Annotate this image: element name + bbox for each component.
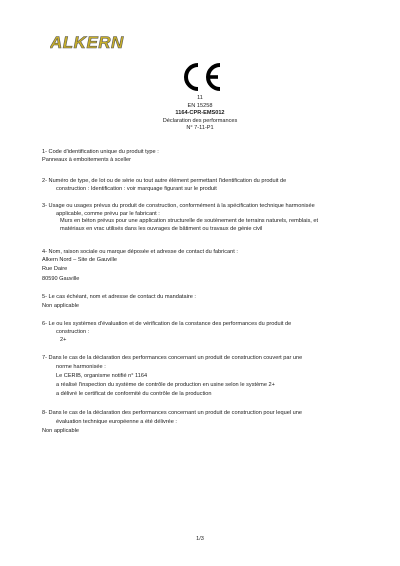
- section-6-line-2: construction :: [56, 328, 90, 335]
- manufacturer-name: Alkern Nord – Site de Gauville: [42, 256, 117, 263]
- section-3-line-3: Murs en béton prévus pour une application structurelle de soutènement de terrains naturels, remblais, et: [60, 218, 319, 224]
- section-3-line-4: matériaux en vrac utilisés dans les ouvrages de bâtiment ou travaux de génie civil: [60, 225, 263, 232]
- standard-reference: EN 15258: [187, 102, 213, 109]
- ce-mark-icon: [179, 62, 223, 92]
- section-3-line-2: applicable, comme prévu par le fabricant :: [56, 210, 160, 217]
- section-5-title: 5- Le cas échéant, nom et adresse de contact du mandataire :: [42, 294, 196, 300]
- section-8-value: Non applicable: [42, 428, 80, 434]
- section-5-value: Non applicable: [42, 303, 80, 309]
- document-title: Déclaration des performances: [162, 117, 238, 124]
- section-7-line-4: a réalisé l'inspection du système de contrôle de production en usine selon le système 2+: [56, 382, 275, 388]
- section-6-line-1: 6- Le ou les systèmes d'évaluation et de vérification de la constance des performances du produit de: [42, 321, 292, 327]
- section-6-value: 2+: [60, 337, 67, 343]
- manufacturer-street: Rue Daire: [42, 266, 68, 272]
- section-4-title: 4- Nom, raison sociale ou marque déposée et adresse de contact du fabricant :: [42, 249, 238, 255]
- certificate-number: 1164-CPR-EMS012: [175, 110, 225, 116]
- manufacturer-city: 80590 Gauville: [42, 276, 80, 282]
- section-8-line-1: 8- Dans le cas de la déclaration des performances concernant un produit de construction pour lequel une: [42, 410, 302, 416]
- section-7-line-1: 7- Dans le cas de la déclaration des performances concernant un produit de construction couvert par une: [42, 355, 303, 361]
- section-7-line-3: Le CERIB, organisme notifié n° 1164: [56, 373, 148, 379]
- section-8-line-2: évaluation technique européenne a été délivrée :: [56, 419, 177, 425]
- section-1-title: 1- Code d'identification unique du produit type :: [42, 149, 159, 155]
- declaration-number: N° 7-11-P1: [186, 125, 214, 131]
- section-2-line-1: 2- Numéro de type, de lot ou de série ou tout autre élément permettant l'identification du produit de: [42, 178, 287, 184]
- section-2-line-2: construction : Identification : voir marquage figurant sur le produit: [56, 185, 217, 192]
- svg-text:ALKERN: ALKERN: [50, 33, 124, 52]
- section-3-line-1: 3- Usage ou usages prévus du produit de construction, conformément à la spécification technique harmonisée: [42, 203, 315, 209]
- section-1-value: Panneaux à emboitements à sceller: [42, 156, 131, 163]
- ce-year-code: 11: [197, 95, 203, 101]
- page-number: 1/3: [196, 536, 204, 542]
- section-7-line-5: a délivré le certificat de conformité du contrôle de la production: [56, 391, 212, 397]
- section-7-line-2: norme harmonisée :: [56, 364, 106, 370]
- alkern-logo: [50, 32, 136, 52]
